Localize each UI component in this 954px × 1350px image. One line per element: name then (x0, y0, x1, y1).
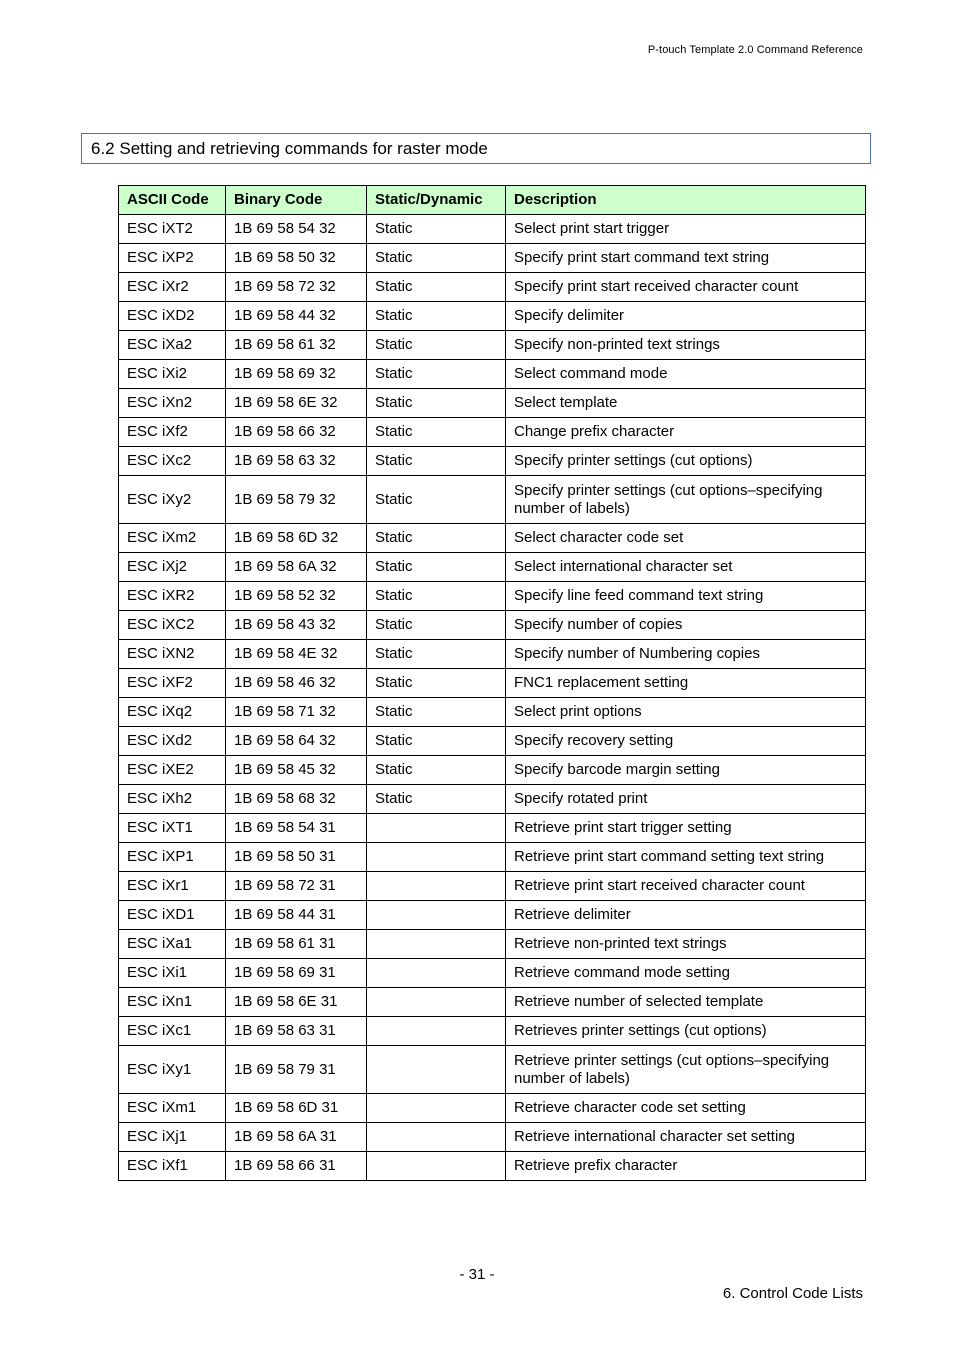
binary-code-cell: 1B 69 58 46 32 (226, 669, 367, 698)
binary-code-cell: 1B 69 58 6A 31 (226, 1123, 367, 1152)
static-dynamic-cell (367, 959, 506, 988)
description-cell: Specify printer settings (cut options–specifying number of labels) (506, 476, 866, 524)
binary-code-cell: 1B 69 58 64 32 (226, 727, 367, 756)
ascii-code-cell: ESC iXD1 (119, 901, 226, 930)
ascii-code-cell: ESC iXy1 (119, 1046, 226, 1094)
static-dynamic-cell (367, 1123, 506, 1152)
table-row (119, 640, 866, 669)
binary-code-cell: 1B 69 58 68 32 (226, 785, 367, 814)
binary-code-cell: 1B 69 58 44 32 (226, 302, 367, 331)
static-dynamic-cell: Static (367, 244, 506, 273)
binary-code-cell: 1B 69 58 63 31 (226, 1017, 367, 1046)
table-row (119, 611, 866, 640)
table-row (119, 785, 866, 814)
binary-code-cell: 1B 69 58 61 31 (226, 930, 367, 959)
static-dynamic-cell: Static (367, 669, 506, 698)
description-cell: Retrieves printer settings (cut options) (506, 1017, 866, 1046)
description-cell: Select command mode (506, 360, 866, 389)
static-dynamic-cell: Static (367, 389, 506, 418)
description-cell: Retrieve character code set setting (506, 1094, 866, 1123)
table-row (119, 1017, 866, 1046)
description-cell: Specify print start command text string (506, 244, 866, 273)
ascii-code-cell: ESC iXf2 (119, 418, 226, 447)
static-dynamic-cell: Static (367, 698, 506, 727)
table-row (119, 553, 866, 582)
table-row (119, 418, 866, 447)
ascii-code-cell: ESC iXR2 (119, 582, 226, 611)
description-cell: Retrieve non-printed text strings (506, 930, 866, 959)
ascii-code-cell: ESC iXj1 (119, 1123, 226, 1152)
description-cell: Select print start trigger (506, 215, 866, 244)
table-row (119, 302, 866, 331)
static-dynamic-cell: Static (367, 727, 506, 756)
description-cell: Specify delimiter (506, 302, 866, 331)
ascii-code-cell: ESC iXy2 (119, 476, 226, 524)
static-dynamic-cell: Static (367, 524, 506, 553)
table-row (119, 698, 866, 727)
table-row (119, 959, 866, 988)
ascii-code-cell: ESC iXr1 (119, 872, 226, 901)
table-row (119, 447, 866, 476)
table-row (119, 524, 866, 553)
section-title: 6.2 Setting and retrieving commands for raster mode (91, 138, 488, 158)
binary-code-cell: 1B 69 58 72 31 (226, 872, 367, 901)
static-dynamic-cell: Static (367, 418, 506, 447)
table-row (119, 1123, 866, 1152)
static-dynamic-cell: Static (367, 476, 506, 524)
description-cell: Retrieve prefix character (506, 1152, 866, 1181)
description-cell: Specify barcode margin setting (506, 756, 866, 785)
binary-code-cell: 1B 69 58 54 32 (226, 215, 367, 244)
table-row (119, 331, 866, 360)
ascii-code-cell: ESC iXi2 (119, 360, 226, 389)
table-row (119, 843, 866, 872)
description-cell: Retrieve command mode setting (506, 959, 866, 988)
description-cell: FNC1 replacement setting (506, 669, 866, 698)
column-header-binary: Binary Code (226, 186, 367, 215)
ascii-code-cell: ESC iXD2 (119, 302, 226, 331)
binary-code-cell: 1B 69 58 44 31 (226, 901, 367, 930)
binary-code-cell: 1B 69 58 6E 31 (226, 988, 367, 1017)
ascii-code-cell: ESC iXc1 (119, 1017, 226, 1046)
binary-code-cell: 1B 69 58 50 31 (226, 843, 367, 872)
ascii-code-cell: ESC iXr2 (119, 273, 226, 302)
static-dynamic-cell: Static (367, 582, 506, 611)
static-dynamic-cell (367, 930, 506, 959)
binary-code-cell: 1B 69 58 66 32 (226, 418, 367, 447)
binary-code-cell: 1B 69 58 52 32 (226, 582, 367, 611)
table-row (119, 1094, 866, 1123)
static-dynamic-cell: Static (367, 302, 506, 331)
static-dynamic-cell (367, 988, 506, 1017)
table-header-row (119, 186, 866, 215)
description-cell: Specify non-printed text strings (506, 331, 866, 360)
table-row (119, 582, 866, 611)
static-dynamic-cell: Static (367, 273, 506, 302)
column-header-ascii: ASCII Code (119, 186, 226, 215)
ascii-code-cell: ESC iXC2 (119, 611, 226, 640)
table-row (119, 814, 866, 843)
description-cell: Specify number of copies (506, 611, 866, 640)
binary-code-cell: 1B 69 58 45 32 (226, 756, 367, 785)
binary-code-cell: 1B 69 58 4E 32 (226, 640, 367, 669)
binary-code-cell: 1B 69 58 79 31 (226, 1046, 367, 1094)
column-header-static-dynamic: Static/Dynamic (367, 186, 506, 215)
description-cell: Specify printer settings (cut options) (506, 447, 866, 476)
description-cell: Select print options (506, 698, 866, 727)
description-cell: Select character code set (506, 524, 866, 553)
binary-code-cell: 1B 69 58 69 31 (226, 959, 367, 988)
table-row (119, 930, 866, 959)
binary-code-cell: 1B 69 58 43 32 (226, 611, 367, 640)
ascii-code-cell: ESC iXn2 (119, 389, 226, 418)
description-cell: Change prefix character (506, 418, 866, 447)
table-row (119, 988, 866, 1017)
table-row (119, 244, 866, 273)
description-cell: Retrieve number of selected template (506, 988, 866, 1017)
binary-code-cell: 1B 69 58 6D 31 (226, 1094, 367, 1123)
binary-code-cell: 1B 69 58 72 32 (226, 273, 367, 302)
table-row (119, 756, 866, 785)
ascii-code-cell: ESC iXa2 (119, 331, 226, 360)
ascii-code-cell: ESC iXf1 (119, 1152, 226, 1181)
ascii-code-cell: ESC iXm2 (119, 524, 226, 553)
ascii-code-cell: ESC iXq2 (119, 698, 226, 727)
binary-code-cell: 1B 69 58 79 32 (226, 476, 367, 524)
static-dynamic-cell: Static (367, 611, 506, 640)
static-dynamic-cell: Static (367, 447, 506, 476)
table-row (119, 1046, 866, 1094)
ascii-code-cell: ESC iXT2 (119, 215, 226, 244)
ascii-code-cell: ESC iXP2 (119, 244, 226, 273)
footer-section-label: 6. Control Code Lists (722, 1285, 863, 1302)
binary-code-cell: 1B 69 58 6A 32 (226, 553, 367, 582)
description-cell: Retrieve printer settings (cut options–specifying number of labels) (506, 1046, 866, 1094)
running-header: P-touch Template 2.0 Command Reference (647, 44, 863, 56)
ascii-code-cell: ESC iXT1 (119, 814, 226, 843)
ascii-code-cell: ESC iXm1 (119, 1094, 226, 1123)
static-dynamic-cell: Static (367, 553, 506, 582)
ascii-code-cell: ESC iXP1 (119, 843, 226, 872)
binary-code-cell: 1B 69 58 6D 32 (226, 524, 367, 553)
static-dynamic-cell: Static (367, 785, 506, 814)
static-dynamic-cell (367, 872, 506, 901)
ascii-code-cell: ESC iXc2 (119, 447, 226, 476)
table-row (119, 1152, 866, 1181)
ascii-code-cell: ESC iXN2 (119, 640, 226, 669)
static-dynamic-cell: Static (367, 360, 506, 389)
ascii-code-cell: ESC iXd2 (119, 727, 226, 756)
description-cell: Retrieve print start trigger setting (506, 814, 866, 843)
ascii-code-cell: ESC iXh2 (119, 785, 226, 814)
static-dynamic-cell (367, 1152, 506, 1181)
description-cell: Retrieve delimiter (506, 901, 866, 930)
description-cell: Specify print start received character count (506, 273, 866, 302)
ascii-code-cell: ESC iXE2 (119, 756, 226, 785)
static-dynamic-cell (367, 1046, 506, 1094)
ascii-code-cell: ESC iXj2 (119, 553, 226, 582)
binary-code-cell: 1B 69 58 66 31 (226, 1152, 367, 1181)
binary-code-cell: 1B 69 58 69 32 (226, 360, 367, 389)
static-dynamic-cell (367, 1094, 506, 1123)
static-dynamic-cell (367, 901, 506, 930)
table-row (119, 669, 866, 698)
table-row (119, 901, 866, 930)
static-dynamic-cell: Static (367, 640, 506, 669)
table-row (119, 360, 866, 389)
static-dynamic-cell (367, 843, 506, 872)
description-cell: Specify rotated print (506, 785, 866, 814)
table-row (119, 872, 866, 901)
static-dynamic-cell: Static (367, 331, 506, 360)
table-row (119, 215, 866, 244)
static-dynamic-cell: Static (367, 215, 506, 244)
table-row (119, 476, 866, 524)
description-cell: Retrieve print start received character count (506, 872, 866, 901)
section-heading (81, 133, 871, 164)
binary-code-cell: 1B 69 58 54 31 (226, 814, 367, 843)
ascii-code-cell: ESC iXF2 (119, 669, 226, 698)
page-number: - 31 - (459, 1266, 495, 1283)
ascii-code-cell: ESC iXa1 (119, 930, 226, 959)
static-dynamic-cell: Static (367, 756, 506, 785)
description-cell: Select international character set (506, 553, 866, 582)
command-table (118, 185, 866, 1181)
description-cell: Select template (506, 389, 866, 418)
description-cell: Specify number of Numbering copies (506, 640, 866, 669)
static-dynamic-cell (367, 1017, 506, 1046)
table-body (119, 215, 866, 1181)
binary-code-cell: 1B 69 58 61 32 (226, 331, 367, 360)
ascii-code-cell: ESC iXi1 (119, 959, 226, 988)
description-cell: Specify line feed command text string (506, 582, 866, 611)
description-cell: Retrieve international character set setting (506, 1123, 866, 1152)
table-row (119, 389, 866, 418)
binary-code-cell: 1B 69 58 6E 32 (226, 389, 367, 418)
table-row (119, 273, 866, 302)
binary-code-cell: 1B 69 58 71 32 (226, 698, 367, 727)
ascii-code-cell: ESC iXn1 (119, 988, 226, 1017)
description-cell: Specify recovery setting (506, 727, 866, 756)
binary-code-cell: 1B 69 58 50 32 (226, 244, 367, 273)
static-dynamic-cell (367, 814, 506, 843)
binary-code-cell: 1B 69 58 63 32 (226, 447, 367, 476)
description-cell: Retrieve print start command setting text string (506, 843, 866, 872)
column-header-description: Description (506, 186, 866, 215)
table-row (119, 727, 866, 756)
